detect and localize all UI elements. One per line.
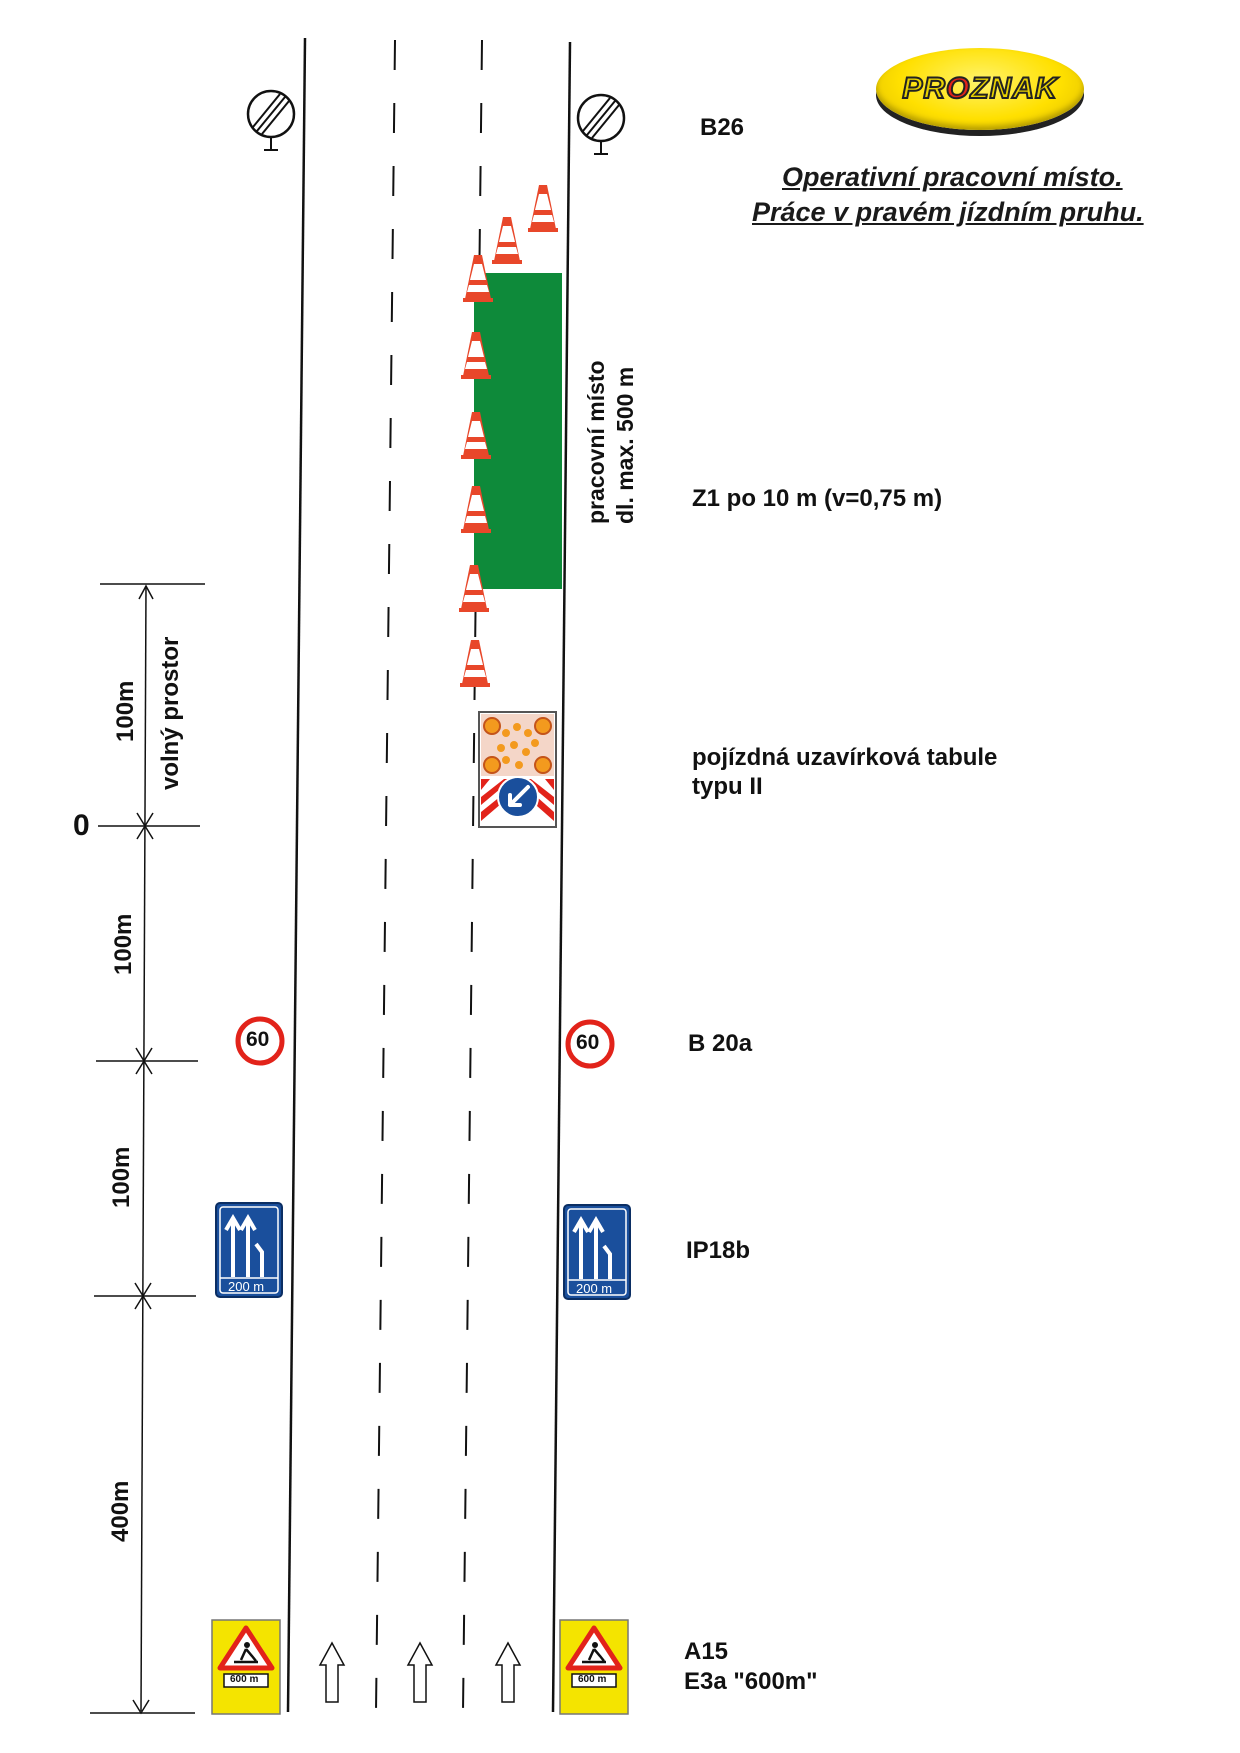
dimension-label-3: 100m	[108, 1146, 135, 1208]
a15-plate-text: 600 m	[578, 1674, 607, 1685]
ip18b-plate-text: 200 m	[228, 1279, 265, 1294]
roadworks-warning-icon	[560, 1620, 628, 1714]
end-of-restrictions-icon	[248, 91, 294, 150]
dimension-zero: 0	[73, 809, 90, 842]
speed-limit-value: 60	[246, 1028, 270, 1051]
traffic-cone-icon	[528, 185, 558, 232]
logo-text: PROZNAK	[902, 72, 1058, 105]
title-line-2: Práce v pravém jízdním pruhu.	[752, 197, 1144, 227]
direction-arrow-icon	[320, 1643, 344, 1702]
a15-plate-text: 600 m	[230, 1674, 259, 1685]
label-ip18b: IP18b	[686, 1237, 751, 1264]
dimension-label-4: 400m	[107, 1480, 134, 1542]
direction-arrow-icon	[408, 1643, 432, 1702]
dimension-note-volny-prostor: volný prostor	[157, 636, 184, 790]
label-e3a: E3a "600m"	[684, 1668, 818, 1695]
lane-divider-1	[376, 40, 395, 1712]
work-zone	[474, 273, 562, 589]
traffic-cone-icon	[460, 640, 490, 687]
work-zone-label-line1: pracovní místo	[583, 360, 609, 524]
label-tabule-line1: pojízdná uzavírková tabule	[692, 744, 998, 771]
label-tabule-line2: typu II	[692, 773, 763, 800]
traffic-cone-icon	[492, 217, 522, 264]
ip18b-plate-text: 200 m	[576, 1281, 613, 1296]
mobile-closure-board-icon	[479, 712, 556, 827]
title-line-1: Operativní pracovní místo.	[782, 162, 1123, 192]
label-z1: Z1 po 10 m (v=0,75 m)	[692, 485, 943, 512]
dimension-label-2: 100m	[110, 913, 137, 975]
label-b26: B26	[700, 114, 745, 141]
speed-limit-value: 60	[576, 1031, 600, 1054]
label-b20a: B 20a	[688, 1030, 753, 1057]
end-of-restrictions-icon	[578, 95, 624, 154]
direction-arrow-icon	[496, 1643, 520, 1702]
roadworks-warning-icon	[212, 1620, 280, 1714]
work-zone-label-line2: dl. max. 500 m	[612, 366, 638, 524]
label-a15: A15	[684, 1638, 729, 1665]
dimension-label-1: 100m	[112, 680, 139, 742]
road-edge-left	[288, 38, 305, 1712]
